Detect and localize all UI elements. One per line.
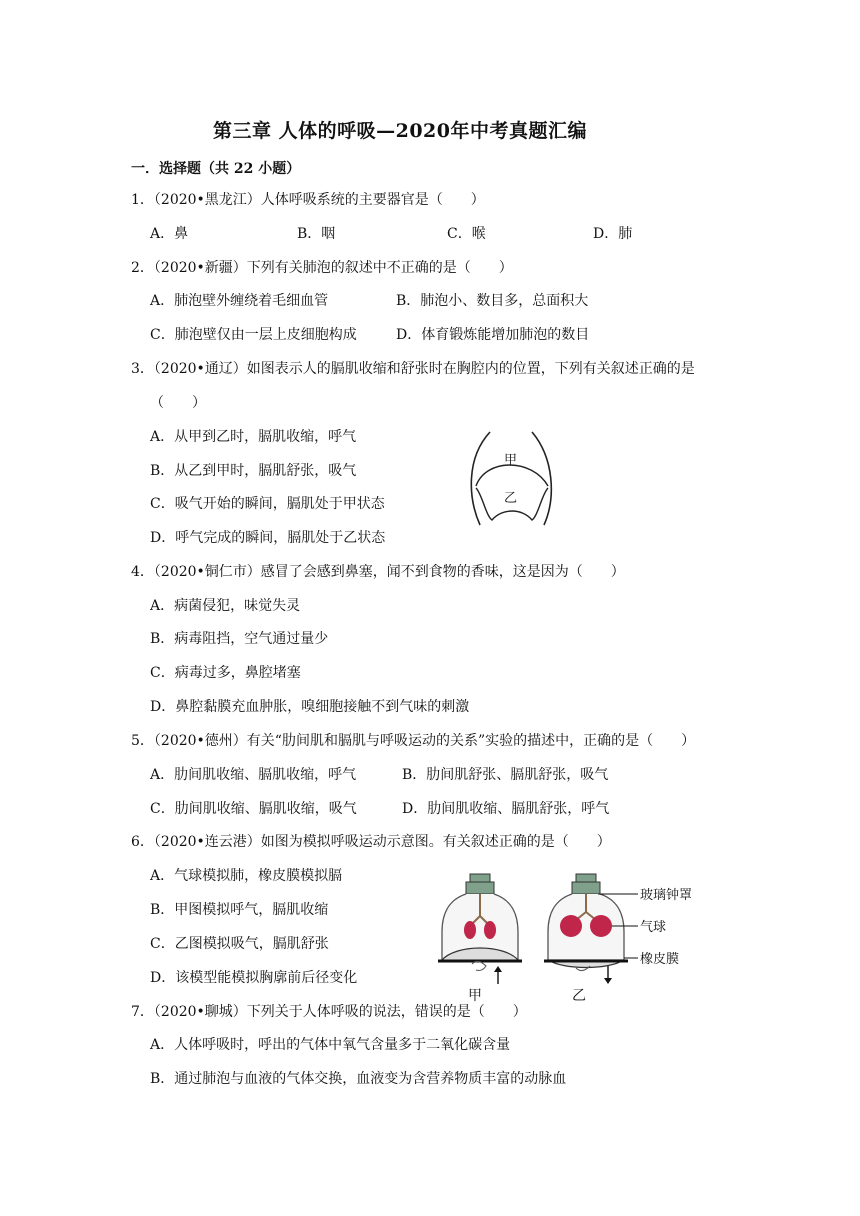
question-3-stem-cont: （ ） [150, 395, 206, 411]
q1-option-c: C．喉 [447, 226, 486, 242]
diaphragm-figure [462, 428, 558, 528]
balloon-left-jia [464, 921, 476, 939]
q5-option-c: C．肋间肌收缩、膈肌收缩，吸气 [150, 801, 357, 817]
question-1-stem: 1．（2020•黑龙江）人体呼吸系统的主要器官是（ ） [131, 192, 485, 208]
q4-option-b: B．病毒阻挡，空气通过量少 [150, 631, 329, 647]
q2-option-a: A．肺泡壁外缠绕着毛细血管 [150, 293, 329, 309]
q6-option-c: C．乙图模拟吸气，膈肌舒张 [150, 936, 329, 952]
section-heading: 一．选择题（共 22 小题） [131, 161, 301, 177]
q4-option-a: A．病菌侵犯，味觉失灵 [150, 598, 301, 614]
q1-option-a: A．鼻 [150, 226, 189, 242]
q2-option-d: D．体育锻炼能增加肺泡的数目 [396, 327, 590, 343]
fig3-label-yi: 乙 [504, 491, 518, 506]
page-title: 第三章 人体的呼吸—2020年中考真题汇编 [213, 120, 587, 142]
question-3-stem: 3．（2020•通辽）如图表示人的膈肌收缩和舒张时在胸腔内的位置，下列有关叙述正确的是 [131, 361, 695, 377]
bell-jar-jia [438, 874, 522, 984]
question-4-stem: 4．（2020•铜仁市）感冒了会感到鼻塞，闻不到食物的香味，这是因为（ ） [131, 564, 625, 580]
q1-option-b: B．咽 [297, 226, 336, 242]
q4-option-c: C．病毒过多，鼻腔堵塞 [150, 665, 301, 681]
q5-option-a: A．肋间肌收缩、膈肌收缩，呼气 [150, 767, 357, 783]
diaphragm-raised [476, 465, 548, 486]
fig6-label-bell-jar: 玻璃钟罩 [640, 888, 693, 903]
q6-option-b: B．甲图模拟呼气，膈肌收缩 [150, 902, 329, 918]
q2-option-b: B．肺泡小、数目多，总面积大 [396, 293, 589, 309]
balloon-right-yi [590, 915, 612, 937]
fig3-label-jia: 甲 [504, 453, 518, 468]
balloon-right-jia [484, 921, 496, 939]
q6-option-a: A．气球模拟肺，橡皮膜模拟膈 [150, 868, 343, 884]
bell-jar-yi [544, 874, 628, 984]
fig6-label-balloon: 气球 [640, 920, 667, 935]
q6-option-d: D．该模型能模拟胸廓前后径变化 [150, 970, 358, 986]
q5-option-d: D．肋间肌收缩、膈肌舒张，呼气 [402, 801, 610, 817]
q5-option-b: B．肋间肌舒张、膈肌舒张，吸气 [402, 767, 609, 783]
q3-option-b: B．从乙到甲时，膈肌舒张，吸气 [150, 463, 357, 479]
question-6-stem: 6．（2020•连云港）如图为模拟呼吸运动示意图。有关叙述正确的是（ ） [131, 834, 611, 850]
q1-option-d: D．肺 [593, 226, 633, 242]
q3-option-a: A．从甲到乙时，膈肌收缩，呼气 [150, 429, 357, 445]
question-2-stem: 2．（2020•新疆）下列有关肺泡的叙述中不正确的是（ ） [131, 260, 513, 276]
fig6-label-jia: 甲 [468, 988, 482, 1004]
fig6-label-yi: 乙 [572, 988, 586, 1004]
fig6-label-membrane: 橡皮膜 [640, 952, 680, 967]
q4-option-d: D．鼻腔黏膜充血肿胀，嗅细胞接触不到气味的刺激 [150, 699, 470, 715]
breathing-model-figure [436, 872, 716, 1004]
q3-option-c: C．吸气开始的瞬间，膈肌处于甲状态 [150, 496, 385, 512]
question-5-stem: 5．（2020•德州）有关“肋间肌和膈肌与呼吸运动的关系”实验的描述中，正确的是（ ） [131, 733, 696, 749]
question-7-stem: 7．（2020•聊城）下列关于人体呼吸的说法，错误的是（ ） [131, 1004, 527, 1020]
balloon-left-yi [560, 915, 582, 937]
q7-option-b: B．通过肺泡与血液的气体交换，血液变为含营养物质丰富的动脉血 [150, 1071, 567, 1087]
q7-option-a: A．人体呼吸时，呼出的气体中氧气含量多于二氧化碳含量 [150, 1037, 511, 1053]
q3-option-d: D．呼气完成的瞬间，膈肌处于乙状态 [150, 530, 386, 546]
q2-option-c: C．肺泡壁仅由一层上皮细胞构成 [150, 327, 357, 343]
